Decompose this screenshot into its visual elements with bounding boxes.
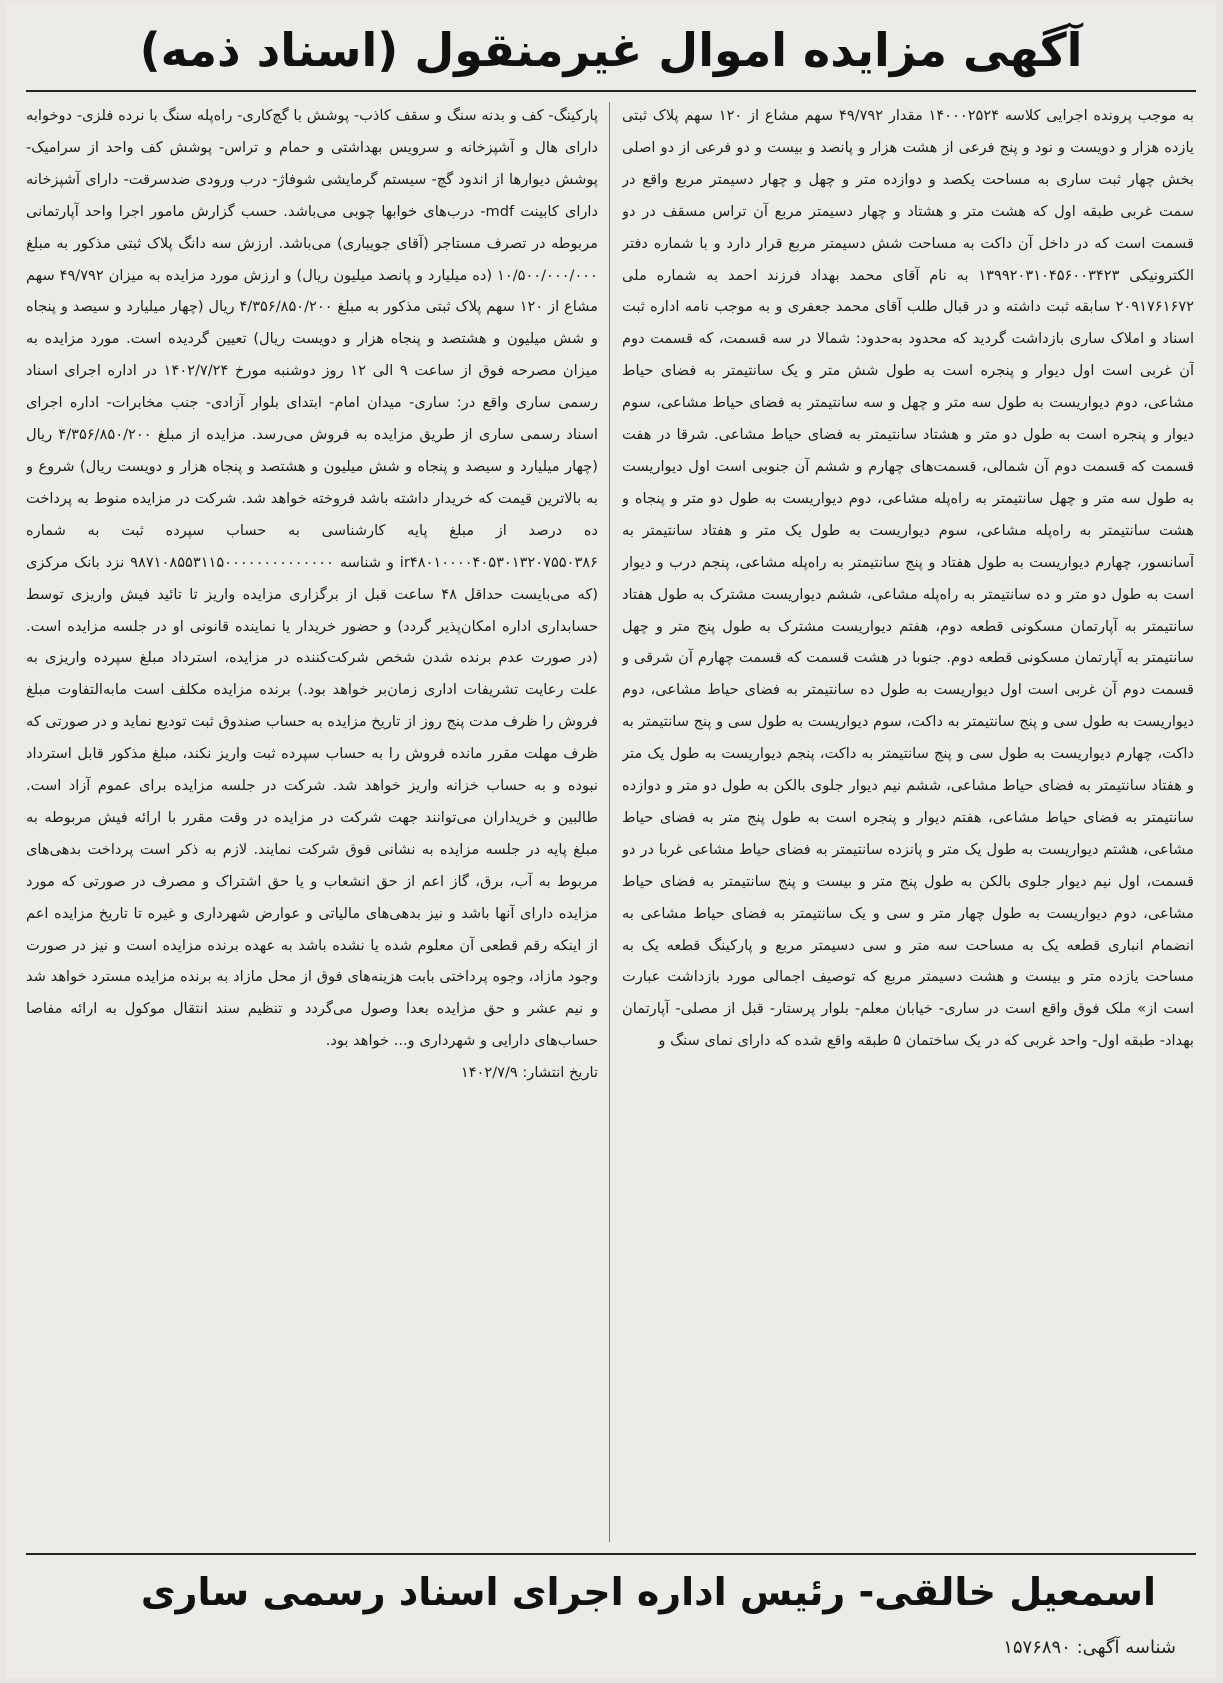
- publish-date: تاریخ انتشار: ۱۴۰۲/۷/۹: [460, 1064, 598, 1082]
- notice-body-right: به موجب پرونده اجرایی کلاسه ۱۴۰۰۰۲۵۲۴ مقدار ۴۹/۷۹۲ سهم مشاع از ۱۲۰ سهم پلاک ثبتی یازده هزار و دویست و نود و پنج فرعی از هشت هزار و پانصد و بیست و دو فرعی از دو اصلی بخش چهار ثبت ساری به مساحت یکصد و دوازده متر و چهل و چهار دسیمتر مربع واقع در سمت غربی طبقه اول که هشت متر و هشتاد و چهار دسیمتر مربع آن تراس مسقف در دو قسمت است که در داخل آن داکت به مساحت شش دسیمتر مربع قرار دارد و با شماره دفتر الکترونیکی ۱۳۹۹۲۰۳۱۰۴۵۶۰۰۳۴۲۳ به نام آقای محمد بهداد فرزند احمد به شماره ملی ۲۰۹۱۷۶۱۶۷۲ سابقه ثبت داشته و در قبال طلب آقای محمد جعفری و به موجب نامه اداره ثبت اسناد و املاک ساری بازداشت گردید که محدود به‌حدود: شمالا در سه قسمت، که قسمت دوم آن غربی است اول دیوار و پنجره است به طول شش متر و یک سانتیمتر به فضای حیاط مشاعی، دوم دیواریست به طول سه متر و چهل و سه سانتیمتر به فضای حیاط مشاعی، سوم دیوار و پنجره است به طول دو متر و هشتاد سانتیمتر به فضای حیاط مشاعی. شرقا در هفت قسمت که قسمت دوم آن شمالی، قسمت‌های چهارم و ششم آن جنوبی است اول دیواریست به طول سه متر و چهل سانتیمتر به راه‌پله مشاعی، دوم دیواریست به طول دو متر و پنجاه و هشت سانتیمتر به راه‌پله مشاعی، سوم دیواریست به طول یک متر و هفتاد سانتیمتر به آسانسور، چهارم دیواریست به طول هفتاد و پنج سانتیمتر به راه‌پله مشاعی، پنجم درب و دیوار است به طول دو متر و ده سانتیمتر به راه‌پله مشاعی، ششم دیواریست مشترک به طول هفتاد سانتیمتر به آپارتمان مسکونی قطعه دوم، هفتم دیواریست مشترک به طول پنج متر و چهل سانتیمتر به آپارتمان مسکونی قطعه دوم. جنوبا در هشت قسمت که قسمت چهارم آن شرقی و قسمت دوم آن غربی است اول دیواریست به طول ده سانتیمتر به فضای حیاط مشاعی، دوم دیواریست به طول سی و پنج سانتیمتر به داکت، سوم دیواریست به طول سی و پنج سانتیمتر به داکت، چهارم دیواریست به طول سی و پنج سانتیمتر به داکت، پنجم دیواریست به طول یک متر و هفتاد سانتیمتر به فضای حیاط مشاعی، ششم نیم دیوار جلوی بالکن به طول دو متر و دوازده سانتیمتر به فضای حیاط مشاعی، هفتم دیوار و پنجره است به طول پنج متر به فضای حیاط مشاعی، هشتم دیواریست به طول یک متر و پانزده سانتیمتر به فضای حیاط مشاعی غربا در دو قسمت، اول نیم دیوار جلوی بالکن به طول پنج متر و بیست و پنج سانتیمتر به فضای حیاط مشاعی، دوم دیواریست به طول چهار متر و سی و یک سانتیمتر به فضای حیاط مشاعی به انضمام انباری قطعه یک به مساحت سه متر و سی دسیمتر مربع و پارکینگ قطعه یک به مساحت یازده متر و بیست و هشت دسیمتر مربع که توصیف اجمالی مورد بازداشت عبارت است از» ملک فوق واقع است در ساری- خیابان معلم- بلوار پرستار- قبل از مصلی- آپارتمان بهداد- طبقه اول- واحد غربی که در یک ساختمان ۵ طبقه واقع شده که دارای نمای سنگ و: [622, 107, 1194, 1050]
- notice-body-left: پارکینگ- کف و بدنه سنگ و سقف کاذب- پوشش با گچ‌کاری- راه‌پله سنگ با نرده فلزی- دوخوابه دارای هال و آشپزخانه و سرویس بهداشتی و حمام و تراس- پوشش کف واحد از سرامیک- پوشش دیوارها از اندود گچ- سیستم گرمایشی شوفاژ- درب ورودی ضدسرقت- دارای آشپزخانه دارای کابینت mdf- درب‌های خوابها چوبی می‌باشد. حسب گزارش مامور اجرا واحد آپارتمانی مربوطه در تصرف مستاجر (آقای جویباری) می‌باشد. ارزش سه دانگ پلاک ثبتی مذکور به مبلغ ۱۰/۵۰۰/۰۰۰/۰۰۰ (ده میلیارد و پانصد میلیون ریال) و ارزش مورد مزایده به میزان ۴۹/۷۹۲ سهم مشاع از ۱۲۰ سهم پلاک ثبتی مذکور به مبلغ ۴/۳۵۶/۸۵۰/۲۰۰ ریال (چهار میلیارد و سیصد و پنجاه و شش میلیون و هشتصد و پنجاه هزار و دویست ریال) تعیین گردیده است. مورد مزایده به میزان مصرحه فوق از ساعت ۹ الی ۱۲ روز دوشنبه مورخ ۱۴۰۲/۷/۲۴ در اداره اجرای اسناد رسمی ساری واقع در: ساری- میدان امام- ابتدای بلوار آزادی- جنب مخابرات- اداره اجرای اسناد رسمی ساری از طریق مزایده به فروش می‌رسد. مزایده از مبلغ ۴/۳۵۶/۸۵۰/۲۰۰ ریال (چهار میلیارد و سیصد و پنجاه و شش میلیون و هشتصد و پنجاه هزار و دویست ریال) شروع و به بالاترین قیمت که خریدار داشته باشد فروخته خواهد شد. شرکت در مزایده منوط به پرداخت ده درصد از مبلغ پایه کارشناسی به حساب سپرده ثبت به شماره ir۴۸۰۱۰۰۰۰۴۰۵۳۰۱۳۲۰۷۵۵۰۳۸۶ و شناسه ۹۸۷۱۰۸۵۵۳۱۱۵۰۰۰۰۰۰۰۰۰۰۰۰۰۰ نزد بانک مرکزی (که می‌بایست حداقل ۴۸ ساعت قبل از برگزاری مزایده واریز تا تائید فیش واریزی توسط حسابداری اداره امکان‌پذیر گردد) و حضور خریدار یا نماینده قانونی او در جلسه مزایده است. (در صورت عدم برنده شدن شخص شرکت‌کننده در مزایده، استرداد مبلغ سپرده واریزی به علت رعایت تشریفات اداری زمان‌بر خواهد بود.) برنده مزایده مکلف است مابه‌التفاوت مبلغ فروش را ظرف مدت پنج روز از تاریخ مزایده به حساب صندوق ثبت تودیع نماید و در صورتی که ظرف مهلت مقرر مانده فروش را به حساب سپرده ثبت واریز نکند، مبلغ مذکور قابل استرداد نبوده و به حساب خزانه واریز خواهد شد. شرکت در جلسه مزایده برای عموم آزاد است. طالبین و خریداران می‌توانند جهت شرکت در مزایده در وقت مقرر با ارائه فیش مربوطه به مبلغ پایه در جلسه مزایده به نشانی فوق شرکت نمایند. لازم به ذکر است پرداخت بدهی‌های مربوط به آب، برق، گاز اعم از حق انشعاب و یا حق اشتراک و مصرف در صورتی که مورد مزایده دارای آنها باشد و نیز بدهی‌های مالیاتی و عوارض شهرداری و غیره تا تاریخ مزایده اعم از اینکه رقم قطعی آن معلوم شده یا نشده باشد به عهده برنده مزایده است و نیز در صورت وجود مازاد، وجوه پرداختی بابت هزینه‌های فوق از محل مازاد به برنده مزایده مسترد خواهد شد و نیم عشر و حق مزایده بعدا وصول می‌گردد و تنظیم سند انتقال موکول به ارائه مفاصا حساب‌های دارایی و شهرداری و... خواهد بود.: [26, 107, 598, 1050]
- column-divider: [609, 102, 610, 1542]
- notice-column-left: [26, 100, 598, 1550]
- notice-title: آگهی مزایده اموال غیرمنقول (اسناد ذمه): [139, 23, 1083, 77]
- notice-id: شناسه آگهی: ۱۵۷۶۸۹۰: [1003, 1637, 1176, 1658]
- signature-line: اسمعیل خالقی- رئیس اداره اجرای اسناد رسمی ساری: [140, 1570, 1156, 1614]
- top-divider: [26, 90, 1196, 92]
- notice-column-right: [622, 100, 1194, 1550]
- notice-page: [6, 4, 1216, 1678]
- bottom-divider: [26, 1553, 1196, 1555]
